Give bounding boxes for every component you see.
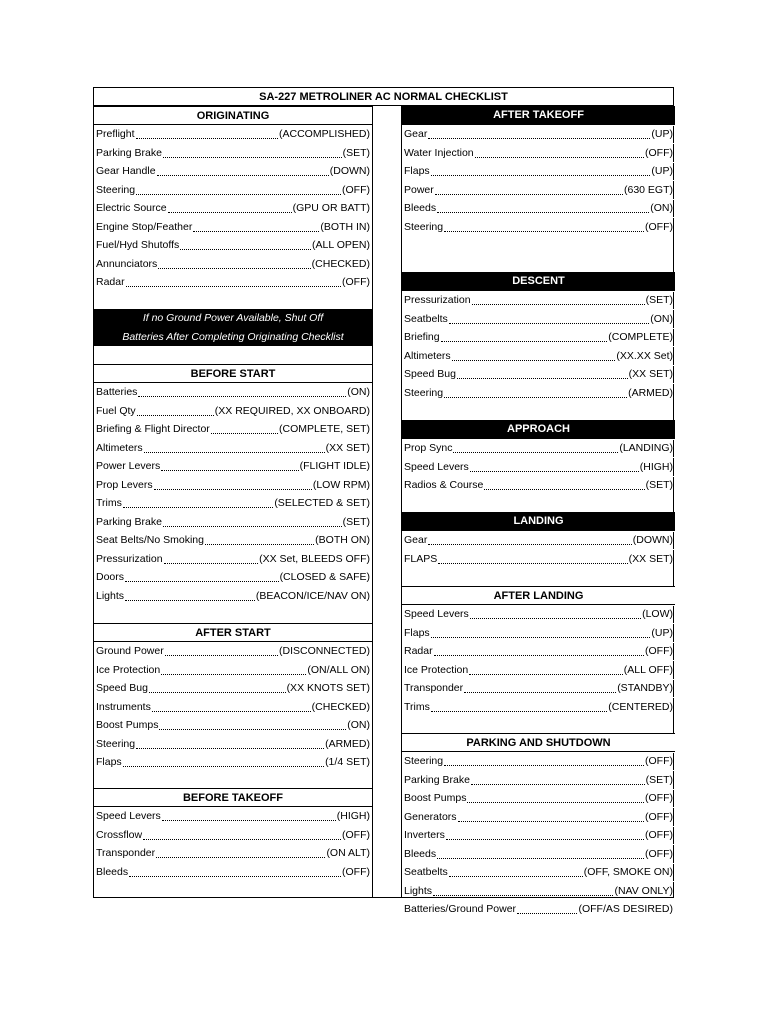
checklist-item	[94, 716, 372, 735]
item-value: (OFF)	[645, 645, 673, 657]
item-value: (UP)	[651, 626, 673, 639]
checklist-item	[94, 734, 372, 753]
checklist-item	[402, 476, 675, 495]
item-label: Flaps	[404, 626, 430, 639]
item-label: Gear Handle	[96, 165, 156, 177]
section-header-approach: APPROACH	[402, 420, 675, 439]
item-value: (OFF)	[645, 810, 673, 823]
item-label: Seatbelts	[404, 312, 448, 325]
section-header-after-landing: AFTER LANDING	[402, 586, 675, 605]
dot-leader	[159, 720, 346, 730]
checklist-item	[402, 180, 675, 199]
checklist-item	[402, 383, 675, 402]
checklist-item	[94, 549, 372, 568]
section-header-originating: ORIGINATING	[94, 106, 372, 125]
dot-leader	[475, 148, 644, 158]
dot-leader	[444, 756, 644, 766]
item-label: Speed Bug	[404, 368, 456, 380]
item-value: (HIGH)	[336, 810, 370, 822]
item-value: (SET)	[342, 515, 370, 528]
checklist-item	[402, 346, 675, 365]
item-value: (OFF)	[342, 865, 370, 878]
item-label: Seat Belts/No Smoking	[96, 534, 204, 546]
item-label: Ice Protection	[404, 663, 469, 676]
checklist-item	[94, 236, 372, 255]
item-label: Altimeters	[96, 441, 143, 454]
item-value: (ARMED)	[325, 737, 370, 750]
item-label: Boost Pumps	[96, 719, 159, 731]
column-gutter	[372, 106, 401, 897]
checklist-item	[402, 291, 675, 310]
dot-leader	[467, 793, 644, 803]
item-value: (ON/ALL ON)	[307, 663, 370, 676]
item-label: Bleeds	[96, 865, 129, 878]
checklist-item	[402, 900, 675, 919]
item-label: Steering	[404, 755, 444, 767]
dot-leader	[428, 129, 650, 139]
item-label: Water Injection	[404, 146, 474, 159]
item-value: (XX Set, BLEEDS OFF)	[259, 552, 370, 565]
item-value: (OFF)	[645, 829, 673, 841]
checklist-item	[94, 457, 372, 476]
item-label: Altimeters	[404, 349, 451, 362]
checklist-item	[402, 660, 675, 679]
section-header-descent: DESCENT	[402, 272, 675, 291]
item-value: (CHECKED)	[311, 700, 370, 713]
checklist-item	[402, 217, 675, 236]
item-value: (XX SET)	[628, 552, 673, 565]
dot-leader	[168, 203, 292, 213]
dot-leader	[161, 665, 306, 675]
dot-leader	[149, 683, 286, 693]
dot-leader	[164, 554, 259, 564]
checklist-item	[94, 143, 372, 162]
dot-leader	[138, 387, 346, 397]
checklist-item	[402, 162, 675, 181]
item-label: Crossflow	[96, 828, 143, 841]
item-label: Pressurization	[404, 294, 471, 306]
dot-leader	[431, 166, 651, 176]
dot-leader	[453, 443, 618, 453]
left-column	[94, 106, 373, 897]
checklist-item	[402, 789, 675, 808]
dot-leader	[152, 702, 311, 712]
item-value: (ARMED)	[628, 386, 673, 399]
item-value: (CLOSED & SAFE)	[279, 571, 370, 583]
item-value: (XX SET)	[628, 368, 673, 380]
checklist-item	[94, 273, 372, 292]
checklist-item	[94, 199, 372, 218]
dot-leader	[446, 830, 644, 840]
checklist-item	[402, 199, 675, 218]
checklist-item	[402, 549, 675, 568]
checklist-item	[94, 383, 372, 402]
item-value: (NAV ONLY)	[614, 884, 673, 897]
item-value: (STANDBY)	[617, 682, 673, 694]
dot-leader	[163, 148, 342, 158]
dot-leader	[441, 332, 608, 342]
item-value: (OFF)	[342, 183, 370, 196]
item-value: (1/4 SET)	[325, 756, 370, 768]
item-label: Steering	[404, 220, 444, 233]
dot-leader	[444, 222, 644, 232]
dot-leader	[449, 867, 583, 877]
checklist-item	[94, 642, 372, 661]
dot-leader	[464, 683, 616, 693]
item-label: Steering	[404, 386, 444, 399]
section-header-before-start: BEFORE START	[94, 364, 372, 383]
checklist-item	[402, 328, 675, 347]
item-label: Doors	[96, 571, 125, 583]
item-label: Prop Levers	[96, 478, 153, 491]
section-header-after-takeoff: AFTER TAKEOFF	[402, 106, 675, 125]
checklist-item	[402, 143, 675, 162]
item-label: Parking Brake	[404, 773, 470, 786]
dot-leader	[437, 203, 649, 213]
item-label: Briefing & Flight Director	[96, 423, 210, 435]
item-value: (CENTERED)	[608, 700, 673, 713]
item-value: (BOTH IN)	[320, 220, 370, 233]
item-label: Gear	[404, 534, 428, 546]
item-label: Prop Sync	[404, 442, 453, 454]
section-header-landing: LANDING	[402, 512, 675, 531]
item-label: Transponder	[404, 682, 464, 694]
dot-leader	[136, 739, 324, 749]
checklist-item	[402, 770, 675, 789]
dot-leader	[211, 424, 278, 434]
item-value: (GPU OR BATT)	[292, 202, 370, 214]
item-label: Steering	[96, 183, 136, 196]
item-label: Flaps	[96, 756, 122, 768]
checklist-item	[402, 439, 675, 458]
item-label: Ground Power	[96, 645, 164, 657]
checklist-item	[94, 512, 372, 531]
item-label: Gear	[404, 128, 428, 140]
item-value: (LOW RPM)	[312, 478, 370, 491]
dot-leader	[433, 886, 613, 896]
item-value: (XX SET)	[325, 441, 370, 454]
item-value: (ALL OPEN)	[312, 239, 370, 251]
dot-leader	[165, 646, 278, 656]
checklist-item	[94, 217, 372, 236]
dot-leader	[136, 129, 278, 139]
item-label: Batteries/Ground Power	[404, 903, 517, 915]
checklist-item	[94, 162, 372, 181]
checklist-item	[402, 531, 675, 550]
dot-leader	[472, 295, 645, 305]
item-label: Trims	[96, 497, 122, 509]
dot-leader	[470, 462, 639, 472]
item-label: Speed Levers	[96, 810, 161, 822]
item-label: Radios & Course	[404, 479, 484, 491]
checklist-item	[94, 254, 372, 273]
item-value: (SET)	[645, 773, 673, 786]
checklist-item	[402, 697, 675, 716]
checklist-item	[402, 309, 675, 328]
dot-leader	[180, 240, 311, 250]
item-label: Boost Pumps	[404, 792, 467, 804]
checklist-item	[94, 420, 372, 439]
dot-leader	[137, 406, 214, 416]
item-value: (LANDING)	[619, 442, 673, 454]
checklist-item	[94, 494, 372, 513]
item-label: Preflight	[96, 128, 135, 140]
checklist-item	[402, 623, 675, 642]
item-label: Speed Bug	[96, 682, 148, 694]
item-value: (SET)	[645, 294, 673, 306]
dot-leader	[154, 480, 312, 490]
dot-leader	[161, 461, 298, 471]
checklist-item	[94, 862, 372, 881]
item-value: (XX KNOTS SET)	[286, 682, 370, 694]
checklist-item	[94, 568, 372, 587]
checklist-item	[94, 697, 372, 716]
item-value: (LOW)	[642, 608, 673, 620]
dot-leader	[163, 517, 342, 527]
item-label: Fuel/Hyd Shutoffs	[96, 239, 180, 251]
item-value: (DOWN)	[632, 534, 673, 546]
item-label: Instruments	[96, 700, 151, 713]
section-header-parking-shutdown: PARKING AND SHUTDOWN	[402, 733, 675, 752]
checklist-item	[94, 844, 372, 863]
item-label: Parking Brake	[96, 515, 162, 528]
checklist-item	[402, 881, 675, 900]
item-label: Lights	[404, 884, 433, 897]
checklist-item	[94, 807, 372, 826]
originating-note-line-2: Batteries After Completing Originating Checklist	[94, 328, 372, 347]
item-value: (UP)	[651, 165, 673, 177]
item-value: (COMPLETE, SET)	[278, 423, 370, 435]
checklist-title: SA-227 METROLINER AC NORMAL CHECKLIST	[94, 88, 673, 106]
item-label: Lights	[96, 589, 125, 602]
item-label: Briefing	[404, 331, 440, 343]
item-label: Pressurization	[96, 552, 163, 565]
item-value: (SET)	[645, 479, 673, 491]
item-label: Flaps	[404, 165, 430, 177]
item-label: Engine Stop/Feather	[96, 220, 193, 233]
item-value: (XX.XX Set)	[616, 349, 673, 362]
dot-leader	[457, 369, 628, 379]
item-value: (OFF, SMOKE ON)	[583, 866, 673, 878]
item-value: (ON)	[650, 312, 673, 325]
checklist-item	[402, 826, 675, 845]
dot-leader	[144, 443, 325, 453]
item-label: Annunciators	[96, 257, 158, 270]
checklist-item	[94, 125, 372, 144]
item-label: Power Levers	[96, 460, 161, 472]
checklist-item	[94, 753, 372, 772]
dot-leader	[158, 259, 310, 269]
item-label: Parking Brake	[96, 146, 162, 159]
dot-leader	[125, 591, 255, 601]
item-label: Seatbelts	[404, 866, 448, 878]
dot-leader	[452, 351, 616, 361]
item-value: (XX REQUIRED, XX ONBOARD)	[214, 404, 370, 417]
item-value: (DISCONNECTED)	[279, 645, 370, 657]
item-label: Batteries	[96, 386, 138, 398]
checklist-item	[94, 401, 372, 420]
dot-leader	[129, 867, 341, 877]
checklist-item	[94, 475, 372, 494]
item-value: (OFF)	[645, 792, 673, 804]
item-value: (ON ALT)	[326, 847, 370, 859]
checklist-card	[93, 87, 674, 915]
dot-leader	[517, 904, 577, 914]
item-label: Inverters	[404, 829, 445, 841]
item-value: (630 EGT)	[623, 183, 673, 196]
item-label: Speed Levers	[404, 608, 469, 620]
dot-leader	[123, 757, 324, 767]
dot-leader	[458, 812, 644, 822]
item-label: Steering	[96, 737, 136, 750]
item-value: (OFF/AS DESIRED)	[578, 903, 673, 915]
item-value: (SELECTED & SET)	[274, 497, 370, 509]
item-value: (UP)	[651, 128, 673, 140]
dot-leader	[469, 665, 623, 675]
item-value: (OFF)	[645, 146, 673, 159]
checklist-item	[402, 807, 675, 826]
dot-leader	[136, 185, 341, 195]
dot-leader	[431, 702, 607, 712]
item-value: (FLIGHT IDLE)	[299, 460, 370, 472]
item-value: (ACCOMPLISHED)	[278, 128, 370, 140]
checklist-item	[402, 125, 675, 144]
item-value: (CHECKED)	[311, 257, 370, 270]
dot-leader	[484, 480, 644, 490]
item-label: Electric Source	[96, 202, 167, 214]
item-label: Speed Levers	[404, 460, 469, 473]
section-header-before-takeoff: BEFORE TAKEOFF	[94, 788, 372, 807]
checklist-item	[94, 660, 372, 679]
item-value: (ALL OFF)	[623, 663, 673, 676]
dot-leader	[444, 388, 627, 398]
item-value: (BEACON/ICE/NAV ON)	[255, 589, 370, 602]
item-label: Ice Protection	[96, 663, 161, 676]
dot-leader	[193, 222, 319, 232]
checklist-item	[402, 365, 675, 384]
item-label: Power	[404, 183, 434, 196]
checklist-item	[402, 642, 675, 661]
item-value: (OFF)	[645, 220, 673, 233]
checklist-item	[94, 180, 372, 199]
checklist-item	[402, 457, 675, 476]
item-label: Transponder	[96, 847, 156, 859]
dot-leader	[428, 535, 631, 545]
dot-leader	[471, 775, 645, 785]
dot-leader	[143, 830, 341, 840]
dot-leader	[157, 166, 329, 176]
item-label: Radar	[404, 645, 433, 657]
dot-leader	[434, 646, 644, 656]
dot-leader	[438, 554, 627, 564]
item-value: (SET)	[342, 146, 370, 159]
item-value: (BOTH ON)	[315, 534, 370, 546]
item-value: (OFF)	[645, 755, 673, 767]
checklist-item	[94, 586, 372, 605]
checklist-item	[402, 863, 675, 882]
dot-leader	[435, 185, 623, 195]
item-value: (ON)	[347, 719, 370, 731]
dot-leader	[123, 498, 273, 508]
item-value: (OFF)	[645, 847, 673, 860]
item-value: (ON)	[347, 386, 370, 398]
checklist-item	[94, 438, 372, 457]
item-label: Fuel Qty	[96, 404, 136, 417]
section-header-after-start: AFTER START	[94, 623, 372, 642]
checklist-item	[402, 605, 675, 624]
dot-leader	[470, 609, 641, 619]
checklist-item	[402, 679, 675, 698]
item-value: (DOWN)	[329, 165, 370, 177]
originating-note-line-1: If no Ground Power Available, Shut Off	[94, 309, 372, 328]
item-label: Radar	[96, 276, 125, 288]
dot-leader	[156, 848, 325, 858]
checklist-item	[402, 752, 675, 771]
dot-leader	[125, 572, 279, 582]
item-label: FLAPS	[404, 552, 438, 565]
item-label: Trims	[404, 700, 430, 713]
dot-leader	[205, 535, 314, 545]
dot-leader	[431, 628, 651, 638]
item-label: Bleeds	[404, 202, 437, 214]
dot-leader	[162, 811, 336, 821]
item-value: (OFF)	[342, 276, 370, 288]
item-label: Bleeds	[404, 847, 437, 860]
item-value: (ON)	[650, 202, 673, 214]
item-value: (HIGH)	[639, 460, 673, 473]
item-value: (COMPLETE)	[608, 331, 673, 343]
checklist-item	[402, 844, 675, 863]
right-column	[401, 106, 675, 915]
checklist-item	[94, 679, 372, 698]
dot-leader	[126, 277, 341, 287]
item-value: (OFF)	[342, 828, 370, 841]
checklist-item	[94, 531, 372, 550]
dot-leader	[449, 314, 649, 324]
dot-leader	[437, 849, 644, 859]
item-label: Generators	[404, 810, 457, 823]
checklist-item	[94, 825, 372, 844]
